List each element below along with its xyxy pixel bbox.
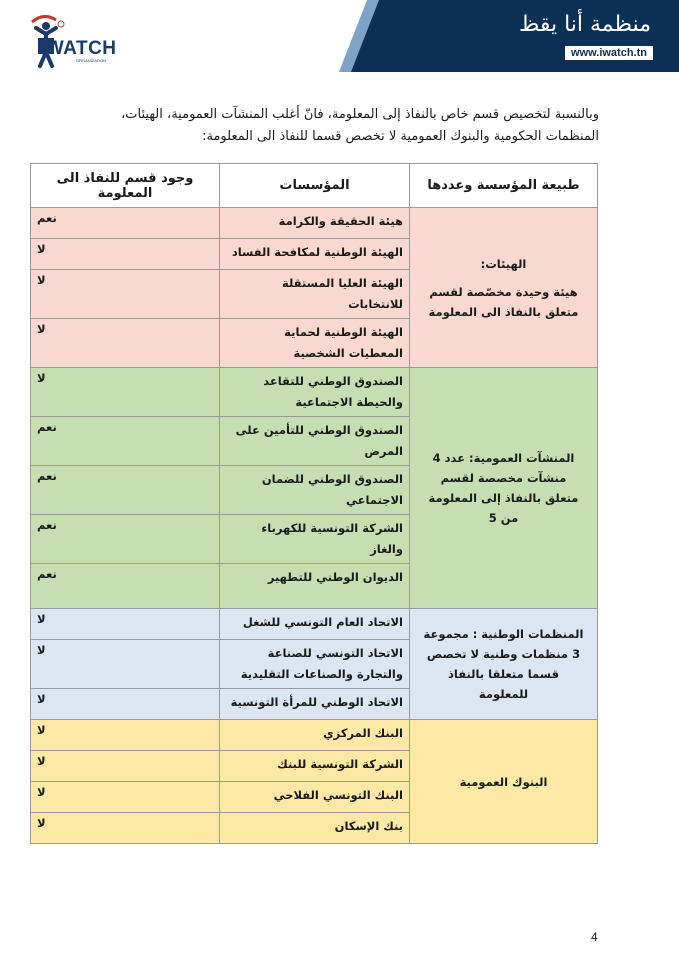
intro-line-2: المنظمات الحكومية والبنوك العمومية لا تخصص قسما للنفاذ الى المعلومة: (202, 129, 599, 144)
access-answer: نعم (31, 564, 220, 609)
institution-name: البنك المركزي (220, 720, 410, 751)
category-description: المنشآت العمومية: عدد 4 منشآت مخصصة لقسم متعلق بالنفاذ إلى المعلومة من 5 (428, 451, 579, 525)
access-answer: لا (31, 720, 220, 751)
institution-name: الشركة التونسية للكهرباء والغاز (220, 515, 410, 564)
table-row (31, 368, 598, 417)
institution-name: الهيئة العليا المستقلة للانتخابات (220, 270, 410, 319)
access-answer: نعم (31, 515, 220, 564)
access-answer: لا (31, 689, 220, 720)
institution-name: البنك التونسي الفلاحي (220, 782, 410, 813)
table-header-row (31, 164, 598, 208)
access-answer: لا (31, 368, 220, 417)
header-type: طبيعة المؤسسة وعددها (410, 164, 598, 208)
access-answer: لا (31, 782, 220, 813)
institution-name: الهيئة الوطنية لحماية المعطيات الشخصية (220, 319, 410, 368)
table-row (31, 720, 598, 751)
access-answer: لا (31, 319, 220, 368)
logo-subtitle: ORGANIZATION (76, 58, 107, 63)
access-answer: لا (31, 640, 220, 689)
institution-name: بنك الإسكان (220, 813, 410, 844)
access-answer: لا (31, 239, 220, 270)
category-description: المنظمات الوطنية : مجموعة 3 منظمات وطنية لا تخصص قسما متعلقا بالنفاذ للمعلومة (423, 627, 584, 701)
category-title: الهيئات: (480, 256, 527, 271)
institution-name: الصندوق الوطني للتأمين على المرض (220, 417, 410, 466)
category-cell (410, 609, 598, 720)
access-answer: نعم (31, 208, 220, 239)
category-description: البنوك العمومية (459, 774, 548, 789)
institution-name: الصندوق الوطني للتقاعد والحيطة الاجتماعية (220, 368, 410, 417)
institution-name: الاتحاد التونسي للصناعة والتجارة والصناعات التقليدية (220, 640, 410, 689)
access-answer: لا (31, 609, 220, 640)
institution-name: الاتحاد العام التونسي للشغل (220, 609, 410, 640)
institution-name: الهيئة الوطنية لمكافحة الفساد (220, 239, 410, 270)
logo-wordmark: IWATCH (40, 38, 117, 59)
access-table (30, 163, 598, 844)
website-url[interactable]: www.iwatch.tn (565, 46, 653, 60)
institution-name: الشركة التونسية للبنك (220, 751, 410, 782)
page-number: 4 (591, 930, 598, 944)
header-access: وجود قسم للنفاذ الى المعلومة (31, 164, 220, 208)
access-answer: لا (31, 270, 220, 319)
table-row (31, 208, 598, 239)
intro-line-1: وبالنسبة لتخصيص قسم خاص بالنفاذ إلى المعلومة، فانّ أغلب المنشآت العمومية، الهيئات، (121, 107, 599, 122)
access-answer: لا (31, 813, 220, 844)
category-cell (410, 368, 598, 609)
header-institutions: المؤسسات (220, 164, 410, 208)
table-row (31, 609, 598, 640)
category-cell (410, 720, 598, 844)
institution-name: الديوان الوطني للتطهير (220, 564, 410, 609)
access-answer: لا (31, 751, 220, 782)
institution-name: الصندوق الوطني للضمان الاجتماعي (220, 466, 410, 515)
intro-paragraph (59, 104, 599, 148)
access-answer: نعم (31, 466, 220, 515)
organization-title: منظمة أنا يقظ (518, 12, 651, 37)
category-description: هيئة وحيدة مخصّصة لقسم متعلق بالنفاذ الى المعلومة (428, 284, 579, 319)
institution-name: هيئة الحقيقة والكرامة (220, 208, 410, 239)
category-cell (410, 208, 598, 368)
access-answer: نعم (31, 417, 220, 466)
institution-name: الاتحاد الوطني للمرأة التونسية (220, 689, 410, 720)
